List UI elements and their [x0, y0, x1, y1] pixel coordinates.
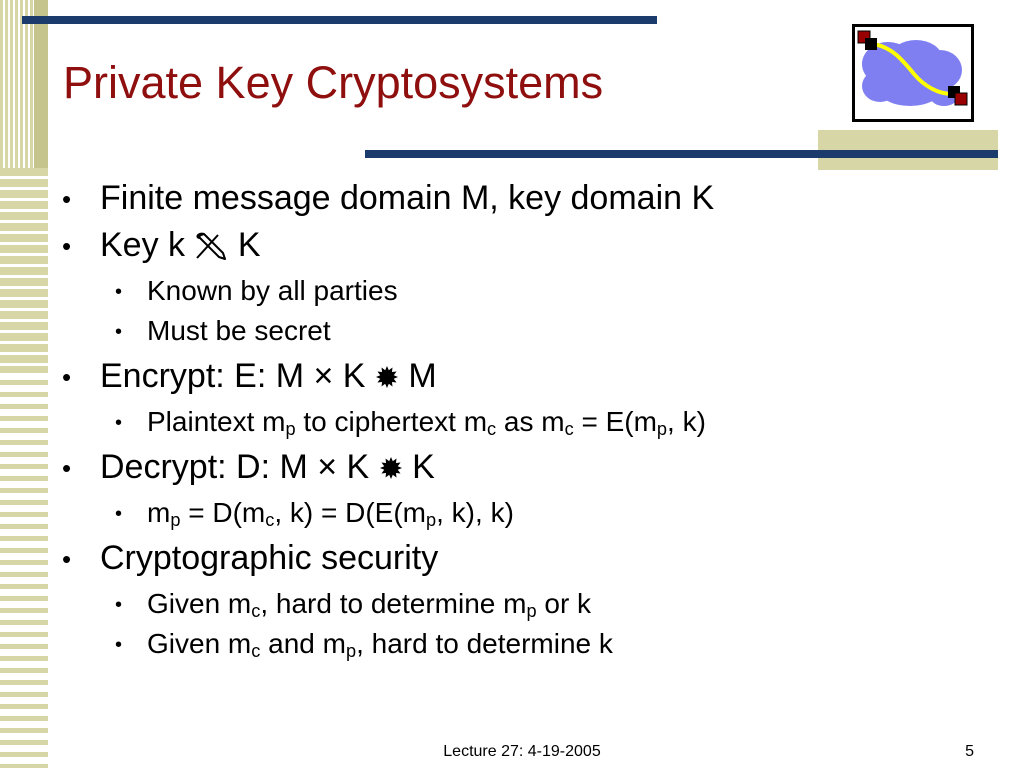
bullet-item	[0, 356, 1000, 396]
bullet-marker: •	[115, 280, 123, 303]
subscript-text: p	[345, 641, 357, 662]
subscript-text: p	[285, 419, 296, 440]
text-run: as m	[496, 405, 565, 437]
bullet-text	[100, 226, 261, 264]
text-run: and m	[260, 627, 346, 659]
bullet-marker: •	[62, 362, 72, 392]
bullet-text	[147, 587, 592, 622]
subscript-text: p	[526, 601, 537, 622]
sub-bullet-item	[0, 588, 1000, 620]
sunburst-icon	[379, 456, 403, 480]
network-cloud-icon	[852, 24, 974, 122]
text-run: to ciphertext m	[295, 405, 488, 437]
bullet-marker: •	[62, 544, 72, 574]
bullet-text	[147, 627, 613, 662]
bullet-text	[147, 275, 398, 306]
bullet-text	[100, 179, 714, 217]
bullet-marker: •	[62, 231, 72, 261]
sub-bullet-item	[0, 275, 1000, 307]
text-run: M	[398, 357, 437, 395]
text-run: , hard to determine k	[356, 627, 613, 659]
subscript-text: p	[170, 510, 181, 531]
bullet-text	[147, 405, 706, 440]
slide-footer: Lecture 27: 4-19-2005	[443, 743, 601, 760]
subscript-text: p	[656, 419, 668, 440]
subscript-text: c	[265, 510, 275, 531]
text-run: Key k	[100, 226, 195, 264]
bullet-text	[100, 357, 437, 395]
bullet-text	[147, 315, 331, 346]
text-run: , k) = D(E(m	[274, 496, 426, 528]
bullet-marker: •	[115, 411, 123, 434]
slide-title: Private Key Cryptosystems	[63, 57, 604, 108]
header-rule	[365, 150, 998, 158]
bullet-item	[0, 447, 1000, 487]
left-solid-band	[34, 0, 48, 168]
crossed-pencil-icon	[194, 232, 228, 260]
top-rule	[22, 16, 657, 24]
left-stripe-band-top	[0, 0, 34, 168]
subscript-text: p	[426, 510, 437, 531]
bullet-text	[100, 448, 435, 486]
page-number: 5	[965, 743, 974, 760]
text-run: Encrypt: E: M × K	[100, 357, 375, 395]
subscript-text: c	[251, 641, 261, 662]
text-run: or k	[536, 587, 592, 619]
text-run: m	[147, 496, 171, 528]
text-run: , k), k)	[436, 496, 514, 528]
bullet-marker: •	[62, 453, 72, 483]
bullet-item	[0, 225, 1000, 265]
sub-bullet-item	[0, 628, 1000, 660]
sub-bullet-item	[0, 497, 1000, 529]
text-run: Decrypt: D: M × K	[100, 448, 379, 486]
text-run: Given m	[147, 627, 252, 659]
bullet-marker: •	[115, 320, 123, 343]
bullet-marker: •	[115, 593, 123, 616]
text-run: , hard to determine m	[260, 587, 527, 619]
subscript-text: c	[251, 601, 261, 622]
text-run: Cryptographic security	[100, 539, 439, 577]
text-run: Must be secret	[147, 314, 331, 346]
logo-node-square	[955, 93, 967, 105]
bullet-item	[0, 178, 1000, 218]
bullet-item	[0, 538, 1000, 578]
subscript-text: c	[487, 419, 497, 440]
sub-bullet-item	[0, 315, 1000, 347]
text-run: K	[402, 448, 435, 486]
text-run: Known by all parties	[147, 274, 398, 306]
sunburst-icon	[375, 365, 399, 389]
text-run: K	[228, 226, 261, 264]
text-run: = D(m	[180, 496, 266, 528]
text-run: Finite message domain M, key domain K	[100, 179, 715, 217]
sub-bullet-item	[0, 406, 1000, 438]
bullet-text	[147, 496, 514, 531]
bullet-marker: •	[115, 633, 123, 656]
text-run: , k)	[667, 405, 706, 437]
logo-node-square	[865, 38, 877, 50]
subscript-text: c	[564, 419, 574, 440]
bullet-text	[100, 539, 438, 577]
bullet-marker: •	[62, 184, 72, 214]
bullet-list	[0, 178, 1000, 660]
text-run: Given m	[147, 587, 252, 619]
bullet-marker: •	[115, 502, 123, 525]
text-run: = E(m	[573, 405, 657, 437]
text-run: Plaintext m	[147, 405, 286, 437]
